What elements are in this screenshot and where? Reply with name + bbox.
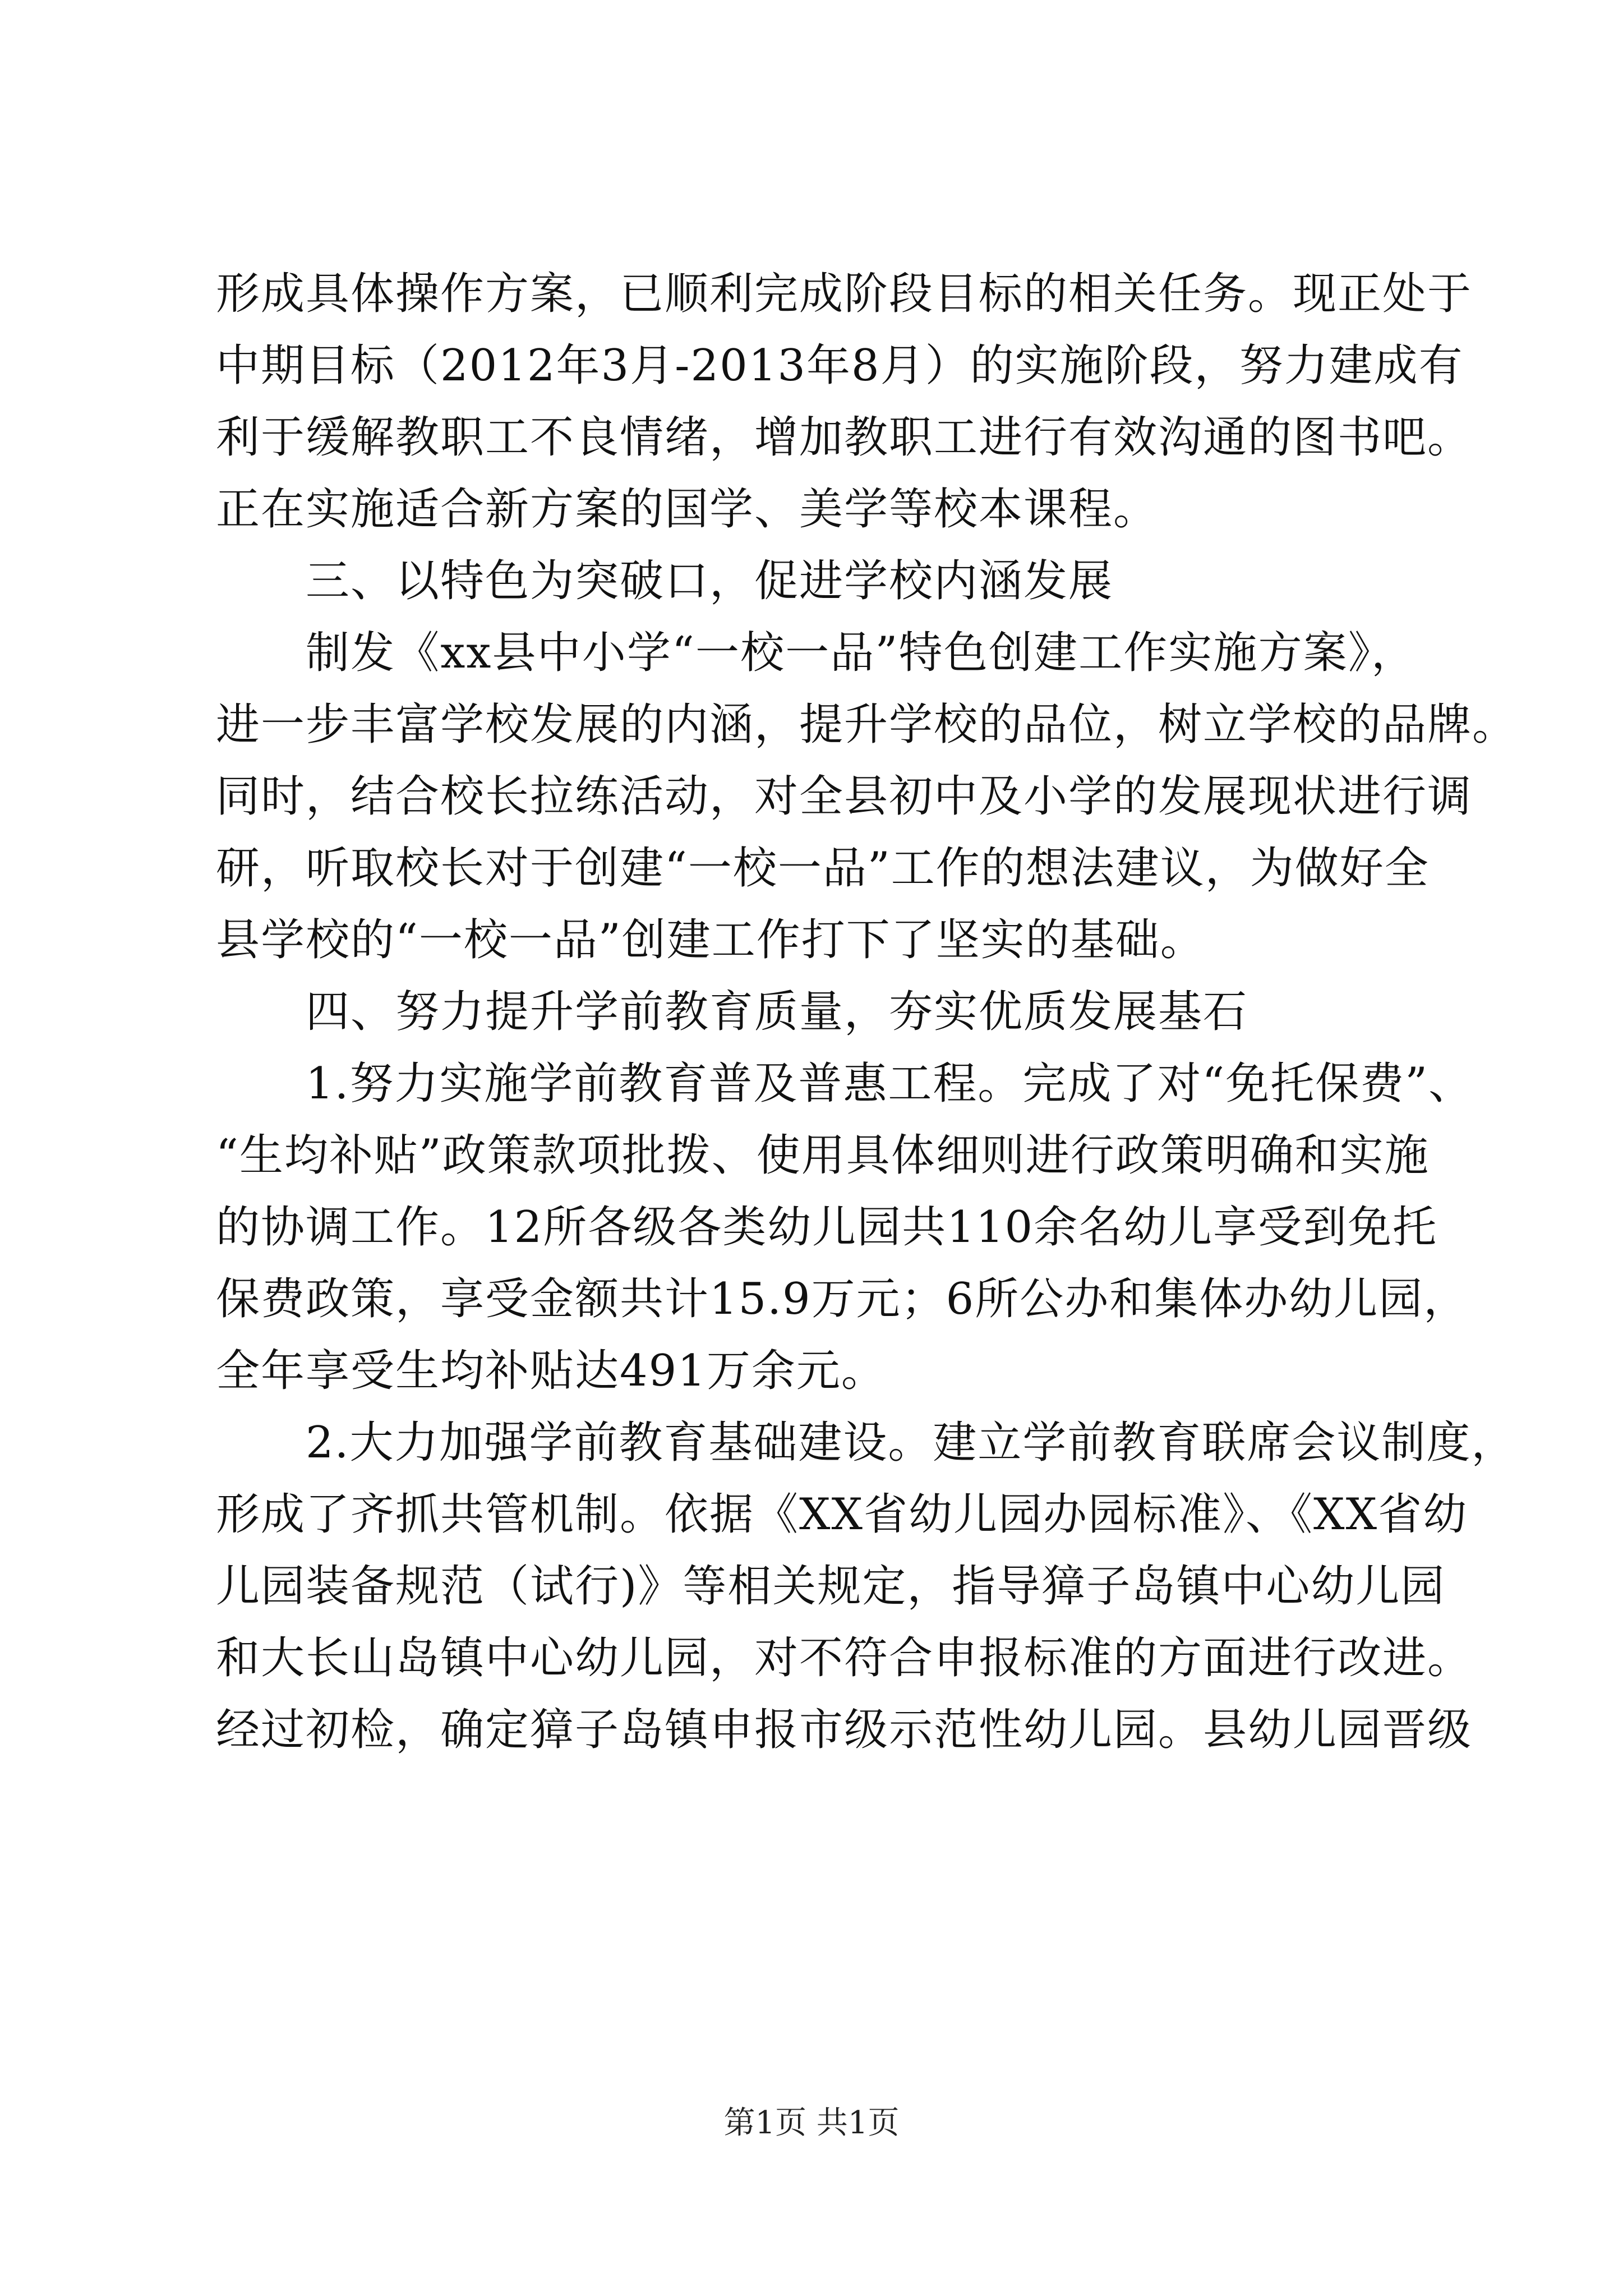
section-heading: 四、努力提升学前教育质量，夯实优质发展基石 [306,987,1248,1037]
body-line: 进一步丰富学校发展的内涵，提升学校的品位，树立学校的品牌。 [216,700,1518,750]
section-heading: 三、以特色为突破口，促进学校内涵发展 [306,556,1114,606]
body-line: 制发《xx县中小学“一校一品”特色创建工作实施方案》， [306,628,1416,678]
body-line: “生均补贴”政策款项批拨、使用具体细则进行政策明确和实施 [216,1130,1430,1181]
body-line: 全年享受生均补贴达491万余元。 [216,1346,886,1396]
body-line: 形成了齐抓共管机制。依据《XX省幼儿园办园标准》、《XX省幼 [216,1489,1468,1540]
page-footer: 第1页 共1页 [723,2105,900,2141]
body-line: 利于缓解教职工不良情绪，增加教职工进行有效沟通的图书吧。 [216,412,1473,463]
body-line: 1.努力实施学前教育普及普惠工程。完成了对“免托保费”、 [306,1059,1474,1109]
body-line: 中期目标（2012年3月-2013年8月）的实施阶段，努力建成有 [216,341,1464,391]
body-line: 同时，结合校长拉练活动，对全县初中及小学的发展现状进行调 [216,771,1473,822]
body-line: 经过初检，确定獐子岛镇申报市级示范性幼儿园。县幼儿园晋级 [216,1705,1473,1755]
body-line: 2.大力加强学前教育基础建设。建立学前教育联席会议制度， [306,1418,1516,1468]
body-line: 正在实施适合新方案的国学、美学等校本课程。 [216,484,1159,535]
document-body [216,258,1518,1766]
body-line: 的协调工作。12所各级各类幼儿园共110余名幼儿享受到免托 [216,1202,1438,1253]
body-line: 研，听取校长对于创建“一校一品”工作的想法建议，为做好全 [216,843,1430,894]
body-line: 形成具体操作方案，已顺利完成阶段目标的相关任务。现正处于 [216,269,1473,319]
body-line: 儿园装备规范（试行)》等相关规定，指导獐子岛镇中心幼儿园 [216,1561,1446,1612]
body-line: 和大长山岛镇中心幼儿园，对不符合申报标准的方面进行改进。 [216,1633,1473,1683]
body-line: 保费政策，享受金额共计15.9万元；6所公办和集体办幼儿园， [216,1274,1469,1324]
body-line: 县学校的“一校一品”创建工作打下了坚实的基础。 [216,915,1205,965]
